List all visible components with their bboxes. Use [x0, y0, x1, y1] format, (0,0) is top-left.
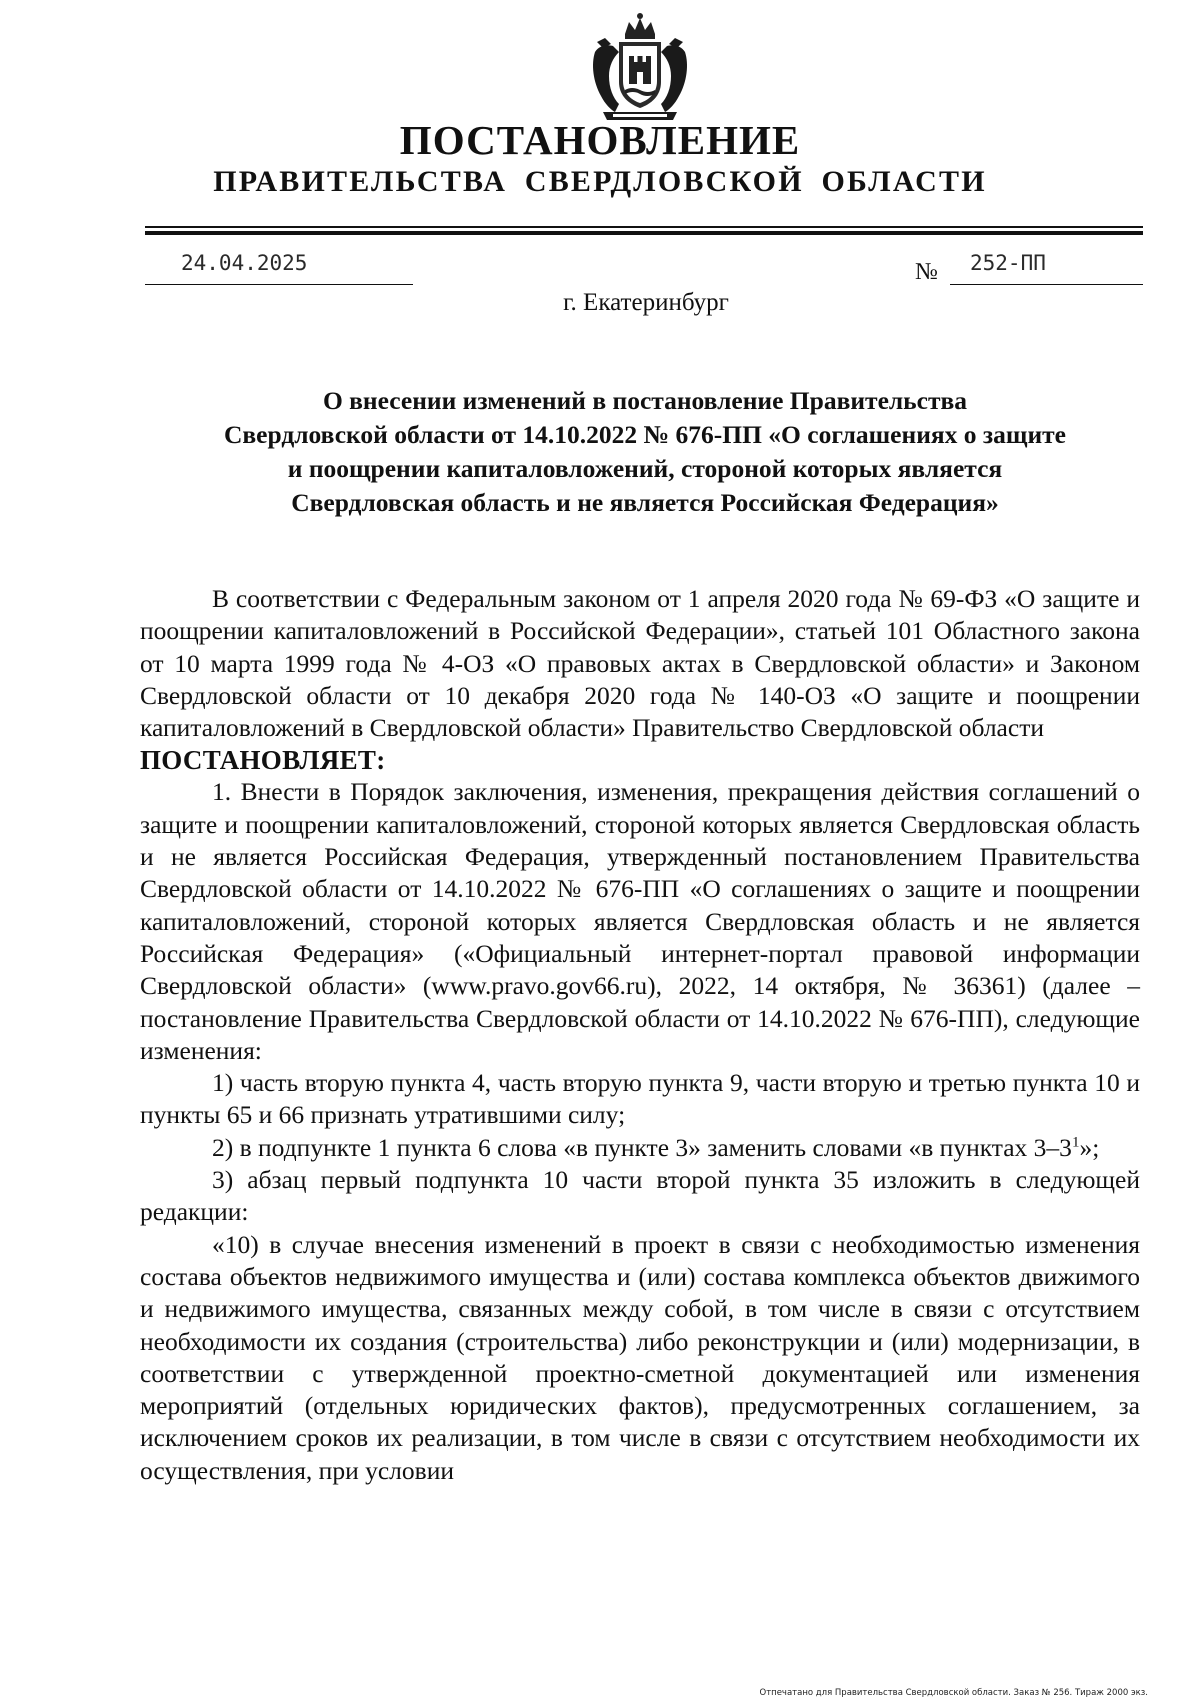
document-heading — [140, 384, 1150, 520]
date-field — [145, 250, 413, 285]
heading-line: и поощрении капиталовложений, стороной которых является — [287, 454, 1003, 483]
heading-line: Свердловская область и не является Российская Федерация» — [291, 488, 999, 517]
subitem-3-paragraph: 3) абзац первый подпункта 10 части второй пункта 35 изложить в следующей редакции: — [140, 1165, 1140, 1227]
number-field — [950, 250, 1143, 285]
subitem-2-superscript: 1 — [1071, 1134, 1080, 1151]
decree-word: ПОСТАНОВЛЯЕТ: — [140, 745, 386, 776]
header-rule-thick — [145, 231, 1143, 235]
document-body — [140, 583, 1140, 1487]
coat-of-arms-emblem — [585, 12, 695, 124]
heading-line: О внесении изменений в постановление Правительства — [322, 386, 968, 415]
issuing-authority-title: ПРАВИТЕЛЬСТВА СВЕРДЛОВСКОЙ ОБЛАСТИ — [213, 165, 987, 198]
print-imprint-note: Отпечатано для Правительства Свердловской области. Заказ № 256. Тираж 2000 экз. — [759, 1688, 1148, 1698]
document-number: 252-ПП — [970, 251, 1046, 275]
quoted-amendment-paragraph: «10) в случае внесения изменений в проект в связи с необходимостью изменения состава объектов недвижимого имущества и (или) состава комплекса объектов движимого и недвижимого имущества, связанных между собой, в том числе в связи с отсутствием необходимости их создания (строительства) либо реконструкции и (или) модернизации, в соответствии с утвержденной проектно-сметной документацией или изменения мероприятий (отдельных юридических фактов), предусмотренных соглашением, за исключением сроков их реализации, в том числе в связи с отсутствием необходимости их осуществления, при условии — [140, 1229, 1140, 1485]
issuing-city: г. Екатеринбург — [563, 289, 729, 316]
preamble-paragraph: В соответствии с Федеральным законом от 1 апреля 2020 года № 69-ФЗ «О защите и поощрении капиталовложений в Российской Федерации», статьей 101 Областного закона от 10 марта 1999 года № 4-ОЗ «О правовых актах в Свердловской области» и Законом Свердловской области от 10 декабря 2020 года № 140-ОЗ «О защите и поощрении капиталовложений в Свердловской области» Правительство Свердловской области — [140, 584, 1140, 743]
item-1-paragraph: 1. Внести в Порядок заключения, изменения, прекращения действия соглашений о защите и поощрении капиталовложений, стороной которых является Свердловская область и не является Российская Федерация, утвержденный постановлением Правительства Свердловской области от 14.10.2022 № 676-ПП «О соглашениях о защите и поощрении капиталовложений, стороной которых является Свердловская область и не является Российская Федерация» («Официальный интернет-портал правовой информации Свердловской области» (www.pravo.gov66.ru), 2022, 14 октября, № 36361) (далее – постановление Правительства Свердловской области от 14.10.2022 № 676-ПП), следующие изменения: — [140, 777, 1140, 1065]
subitem-1-paragraph: 1) часть вторую пункта 4, часть вторую пункта 9, части вторую и третью пункта 10 и пункты 65 и 66 признать утратившими силу; — [140, 1068, 1140, 1130]
heading-line: Свердловской области от 14.10.2022 № 676-ПП «О соглашениях о защите — [223, 420, 1066, 449]
subitem-2-text: 2) в подпункте 1 пункта 6 слова «в пункте 3» заменить словами «в пунктах 3–3 — [212, 1132, 1072, 1162]
header-rule-thin — [145, 226, 1143, 228]
subitem-2-paragraph — [140, 1132, 1140, 1164]
document-date: 24.04.2025 — [181, 251, 308, 275]
document-type-title: ПОСТАНОВЛЕНИЕ — [399, 117, 801, 163]
number-sign: № — [915, 259, 938, 285]
subitem-2-end: »; — [1079, 1132, 1100, 1162]
